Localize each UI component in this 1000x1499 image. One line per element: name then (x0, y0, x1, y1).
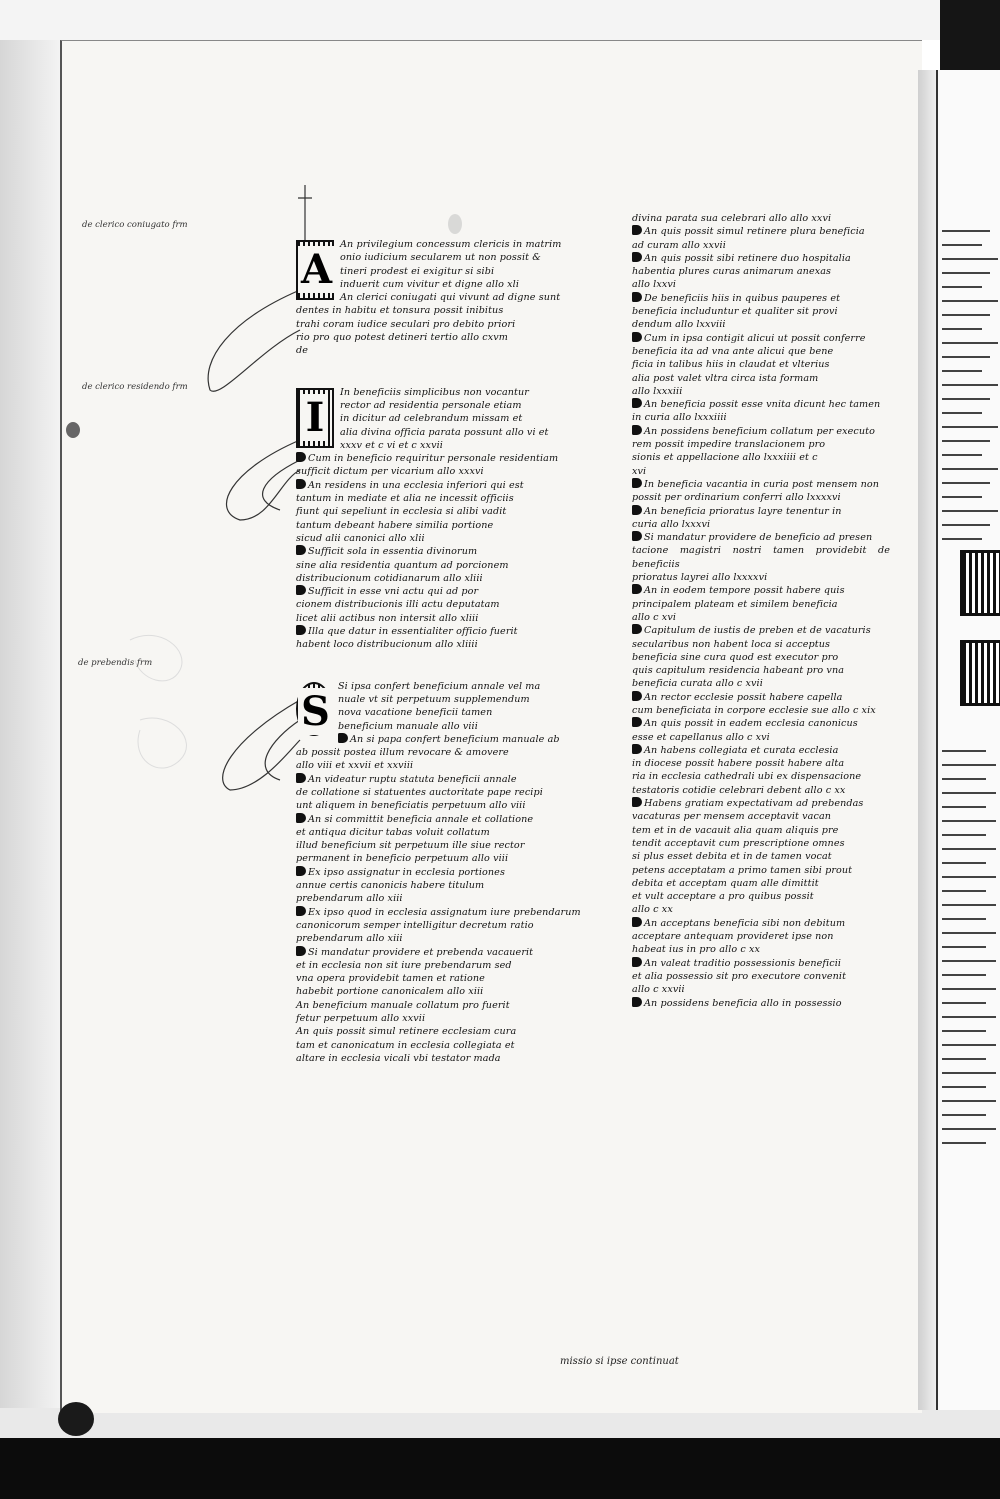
text-line: esse et capellanus allo c xvi (632, 731, 770, 743)
facing-page-text-line (942, 1002, 986, 1004)
facing-page-text-line (942, 876, 996, 878)
text-line: An privilegium concessum clericis in matrim (340, 239, 562, 250)
facing-page-text-line (942, 272, 990, 274)
pilcrow-icon (632, 478, 642, 488)
pilcrow-icon (296, 625, 306, 635)
facing-page-text-line (942, 342, 998, 344)
margin-note-3: de prebendis frm (78, 658, 153, 668)
pilcrow-icon (632, 744, 642, 754)
facing-page-text-line (942, 1128, 996, 1130)
text-line: fetur perpetuum allo xxvii (296, 1013, 426, 1025)
ink-stain (66, 422, 80, 438)
text-line: Capitulum de iustis de preben et de vacaturis (632, 624, 890, 637)
facing-page-text-line (942, 904, 996, 906)
text-line: beneficia curata allo c xvii (632, 678, 763, 690)
decorated-initial-s: S (296, 682, 332, 736)
facing-page-text-line (942, 960, 996, 962)
text-line: Sufficit in esse vni actu qui ad por (296, 585, 586, 598)
text-line: Ex ipso assignatur in ecclesia portiones (296, 866, 586, 879)
text-line: ad curam allo xxvii (632, 239, 726, 251)
text-line: An habens collegiata et curata ecclesia (632, 744, 890, 757)
text-line: onio iudicium secularem ut non possit & (340, 252, 541, 264)
pilcrow-icon (296, 946, 306, 956)
text-line: ria in ecclesia cathedrali ubi ex dispensacione (632, 771, 862, 783)
section-lines (296, 238, 586, 358)
scan-background-bottom (0, 1438, 1000, 1499)
text-line: curia allo lxxxvi (632, 518, 711, 530)
facing-page-text-line (942, 834, 986, 836)
facing-page-text-line (942, 792, 996, 794)
facing-page-text-line (942, 1058, 986, 1060)
text-line: dendum allo lxxviii (632, 319, 726, 331)
text-line: et vult acceptare a pro quibus possit (632, 891, 814, 903)
text-line: de (296, 345, 309, 357)
pilcrow-icon (632, 332, 642, 342)
text-line: An quis possit in eadem ecclesia canonicus (632, 717, 890, 730)
margin-note-1: de clerico coniugato frm (82, 220, 188, 230)
facing-page-text-line (942, 1072, 996, 1074)
pilcrow-icon (632, 797, 642, 807)
facing-page-initial (960, 640, 1000, 706)
text-line: in curia allo lxxxiiii (632, 412, 727, 424)
text-line: An beneficia prioratus layre tenentur in (632, 505, 890, 518)
text-line: An beneficium manuale collatum pro fuerit (296, 999, 510, 1011)
facing-page-text-line (942, 510, 998, 512)
text-line: canonicorum semper intelligitur decretum ratio (296, 919, 534, 931)
text-line: debita et acceptam quam alle dimittit (632, 877, 819, 889)
text-line: prioratus layrei allo lxxxxvi (632, 572, 768, 584)
facing-page-text-line (942, 1016, 996, 1018)
pilcrow-icon (632, 584, 642, 594)
text-column-right (632, 212, 890, 1010)
text-line: annue certis canonicis habere titulum (296, 880, 485, 892)
text-line: tineri prodest ei exigitur si sibi (340, 265, 495, 277)
catchword: missio si ipse continuat (560, 1356, 679, 1367)
text-line: An quis possit simul retinere plura beneficia (632, 225, 890, 238)
facing-page-text-line (942, 932, 996, 934)
text-line: prebendarum allo xiii (296, 933, 403, 945)
facing-page-text-line (942, 454, 982, 456)
text-line: cum beneficiata in corpore ecclesie sue allo c xix (632, 704, 876, 716)
facing-page-text-line (942, 1044, 996, 1046)
text-line: rio pro quo potest detineri tertio allo cxvm (296, 332, 509, 344)
text-line: tem et in de vacauit alia quam aliquis pre (632, 824, 839, 836)
section-annale (296, 680, 586, 1066)
text-line: tantum debeant habere similia portione (296, 519, 494, 531)
text-line: rector ad residentia personale etiam (340, 399, 522, 411)
facing-page-text-line (942, 1142, 986, 1144)
text-line: Illa que datur in essentialiter officio fuerit (296, 625, 586, 638)
facing-page-text-line (942, 946, 986, 948)
scan-background-left (0, 40, 60, 1440)
pilcrow-icon (632, 292, 642, 302)
facing-page-text-line (942, 820, 996, 822)
leaf-gutter-shadow (918, 70, 936, 1410)
text-line: possit per ordinarium conferri allo lxxxxvi (632, 492, 841, 504)
text-line: unt aliquem in beneficiatis perpetuum allo viii (296, 800, 526, 812)
text-line: sicud alii canonici allo xlii (296, 532, 425, 544)
text-line: allo viii et xxvii et xxviii (296, 760, 414, 772)
text-line: An quis possit simul retinere ecclesiam cura (296, 1026, 517, 1038)
pilcrow-icon (296, 545, 306, 555)
facing-page-text-line (942, 328, 982, 330)
text-line: vacaturas per mensem acceptavit vacan (632, 811, 832, 823)
facing-page-text-line (942, 862, 986, 864)
facing-page-text-line (942, 314, 990, 316)
text-line: ab possit postea illum revocare & amovere (296, 747, 509, 759)
pilcrow-icon (296, 585, 306, 595)
text-line: Cum in ipsa contigit alicui ut possit conferre (632, 332, 890, 345)
pilcrow-icon (632, 425, 642, 435)
pilcrow-icon (632, 717, 642, 727)
text-line: rem possit impedire translacionem pro (632, 439, 826, 451)
text-line: in diocese possit habere possit habere alta (632, 758, 845, 770)
text-line: petens acceptatam a primo tamen sibi prout (632, 864, 853, 876)
facing-page-text-line (942, 750, 986, 752)
pilcrow-icon (338, 733, 348, 743)
text-line: An acceptans beneficia sibi non debitum (632, 917, 890, 930)
text-line: An quis possit sibi retinere duo hospitalia (632, 252, 890, 265)
facing-page-text-line (942, 1086, 986, 1088)
facing-page-text-line (942, 538, 982, 540)
text-line: alia divina officia parata possunt allo vi et (340, 426, 549, 438)
text-line: Habens gratiam expectativam ad prebendas (632, 797, 890, 810)
text-line: An rector ecclesie possit habere capella (632, 691, 890, 704)
scan-background-corner (940, 0, 1000, 70)
facing-page-text-line (942, 806, 986, 808)
facing-page-text-line (942, 890, 986, 892)
facing-page-text-line (942, 384, 998, 386)
facing-page-text-line (942, 356, 990, 358)
text-line: An si committit beneficia annale et collatione (296, 813, 586, 826)
text-line: de collatione si statuentes auctoritate pape recipi (296, 786, 543, 798)
pilcrow-icon (296, 773, 306, 783)
text-line: An residens in una ecclesia inferiori qui est (296, 479, 586, 492)
text-line: Cum in beneficio requiritur personale residentiam (296, 452, 586, 465)
pilcrow-icon (632, 225, 642, 235)
text-line: Si mandatur providere et prebenda vacauerit (296, 946, 586, 959)
text-line: In beneficia vacantia in curia post mensem non (632, 478, 890, 491)
decorated-initial-i: I (296, 388, 334, 448)
facing-page-text-line (942, 918, 986, 920)
text-line: allo lxxvi (632, 279, 677, 291)
pilcrow-icon (296, 813, 306, 823)
text-line: nuale vt sit perpetuum supplemendum (338, 693, 530, 705)
text-line: An in eodem tempore possit habere quis (632, 584, 890, 597)
pilcrow-icon (632, 505, 642, 515)
pilcrow-icon (632, 252, 642, 262)
text-line: trahi coram iudice seculari pro debito priori (296, 318, 516, 330)
text-line: allo c xvi (632, 611, 677, 623)
facing-page-text-line (942, 370, 982, 372)
text-line: habent loco distribucionum allo xliiii (296, 639, 478, 651)
pilcrow-icon (632, 917, 642, 927)
text-line: Ex ipso quod in ecclesia assignatum iure prebendarum (296, 906, 586, 919)
facing-page-text-line (942, 230, 990, 232)
text-line: De beneficiis hiis in quibus pauperes et (632, 292, 890, 305)
text-line: An clerici coniugati qui vivunt ad digne sunt (340, 292, 561, 304)
text-line: tantum in mediate et alia ne incessit officiis (296, 493, 514, 505)
text-line: permanent in beneficio perpetuum allo viii (296, 853, 509, 865)
text-line: sionis et appellacione allo lxxxiiii et c (632, 452, 818, 464)
text-line: In beneficiis simplicibus non vocantur (340, 386, 529, 398)
facing-page-text-line (942, 1030, 986, 1032)
text-line: dentes in habitu et tonsura possit inibitus (296, 305, 504, 317)
text-line: habebit portione canonicalem allo xiii (296, 986, 484, 998)
facing-page-initial (960, 550, 1000, 616)
text-column-left (296, 238, 586, 1065)
text-line: acceptare antequam provideret ipse non (632, 931, 834, 943)
text-line: principalem plateam et similem beneficia (632, 598, 838, 610)
scan-background-top (0, 0, 1000, 40)
smudge (448, 214, 462, 234)
facing-page-text-line (942, 398, 990, 400)
text-line: Si ipsa confert beneficium annale vel ma (338, 680, 541, 692)
section-beneficiis (296, 386, 586, 652)
facing-page-text-line (942, 988, 996, 990)
facing-page-text-line (942, 496, 982, 498)
text-line: Sufficit sola in essentia divinorum (296, 545, 586, 558)
text-line: beneficium manuale allo viii (338, 720, 478, 732)
text-line: alia post valet vltra circa ista formam (632, 372, 819, 384)
facing-page-text-line (942, 974, 986, 976)
text-line: fiunt qui sepeliunt in ecclesia si alibi vadit (296, 506, 507, 518)
section-clerici (296, 238, 586, 358)
pilcrow-icon (632, 531, 642, 541)
facing-page-text-line (942, 468, 998, 470)
text-line: altare in ecclesia vicali vbi testator mada (296, 1052, 501, 1064)
text-line: tacione magistri nostri tamen providebit de beneficiis (632, 545, 890, 570)
text-line: et antiqua dicitur tabas voluit collatum (296, 826, 490, 838)
text-line: et alia possessio sit pro executore convenit (632, 970, 847, 982)
facing-page-edge (936, 70, 1000, 1410)
thumb-stain (58, 1402, 94, 1436)
text-line: prebendarum allo xiii (296, 893, 403, 905)
text-line: secularibus non habent loca si acceptus (632, 638, 831, 650)
text-line: vna opera providebit tamen et ratione (296, 973, 485, 985)
pilcrow-icon (632, 957, 642, 967)
pilcrow-icon (296, 479, 306, 489)
pilcrow-icon (296, 866, 306, 876)
text-line: An possidens beneficium collatum per executo (632, 425, 890, 438)
pilcrow-icon (632, 624, 642, 634)
text-line: induerit cum vivitur et digne allo xli (340, 278, 520, 290)
text-line: habeat ius in pro allo c xx (632, 944, 761, 956)
text-line: ficia in talibus hiis in claudat et vlterius (632, 359, 830, 371)
decorated-initial-a: A (296, 240, 334, 300)
facing-page-text-line (942, 300, 998, 302)
facing-page-text-line (942, 244, 982, 246)
pilcrow-icon (632, 691, 642, 701)
facing-page-text-line (942, 426, 998, 428)
facing-page-text-line (942, 778, 986, 780)
text-line: quis capitulum residencia habeant pro vna (632, 665, 845, 677)
margin-note-2: de clerico residendo frm (82, 382, 188, 392)
text-line: testatoris cotidie celebrari debent allo c xx (632, 784, 846, 796)
text-line: An beneficia possit esse vnita dicunt hec tamen (632, 398, 890, 411)
facing-page-text-line (942, 286, 982, 288)
text-line: beneficia ita ad vna ante alicui que bene (632, 345, 834, 357)
facing-page-text-line (942, 258, 998, 260)
text-line: si plus esset debita et in de tamen vocat (632, 851, 832, 863)
text-line: habentia plures curas animarum anexas (632, 266, 832, 278)
text-line: cionem distribucionis illi actu deputatam (296, 599, 500, 611)
pilcrow-icon (632, 997, 642, 1007)
pilcrow-icon (296, 452, 306, 462)
text-line: beneficia sine cura quod est executor pro (632, 651, 839, 663)
text-line: tendit acceptavit cum prescriptione omnes (632, 837, 845, 849)
pilcrow-icon (296, 906, 306, 916)
text-line: xvi (632, 465, 647, 477)
text-line: An possidens beneficia allo in possessio (632, 997, 890, 1010)
text-line: sufficit dictum per vicarium allo xxxvi (296, 466, 484, 478)
facing-page-text-line (942, 764, 996, 766)
text-line: allo c xx (632, 904, 673, 916)
pilcrow-icon (632, 398, 642, 408)
text-line: illud beneficium sit perpetuum ille siue rector (296, 840, 525, 852)
facing-page-text-line (942, 1114, 986, 1116)
facing-page-text-line (942, 482, 990, 484)
facing-page-text-line (942, 412, 982, 414)
text-line: An videatur ruptu statuta beneficii annale (296, 773, 586, 786)
text-line: divina parata sua celebrari allo allo xxvi (632, 213, 832, 224)
faded-pencil-sketch (120, 620, 210, 790)
facing-page-text-line (942, 440, 990, 442)
text-line: tam et canonicatum in ecclesia collegiata et (296, 1039, 515, 1051)
facing-page-text-line (942, 1100, 996, 1102)
text-line: nova vacatione beneficii tamen (338, 707, 493, 719)
text-line: et in ecclesia non sit iure prebendarum sed (296, 959, 512, 971)
facing-page-text-line (942, 524, 990, 526)
text-line: sine alia residentia quantum ad porcionem (296, 559, 509, 571)
text-line: in dicitur ad celebrandum missam et (340, 413, 523, 425)
text-line: Si mandatur providere de beneficio ad presen (632, 531, 890, 544)
text-line: beneficia includuntur et qualiter sit provi (632, 306, 838, 318)
text-line: allo c xxvii (632, 984, 685, 996)
facing-page-text-line (942, 848, 996, 850)
text-line: licet alii actibus non intersit allo xliii (296, 612, 479, 624)
text-line: An valeat traditio possessionis beneficii (632, 957, 890, 970)
text-line: xxxv et c vi et c xxvii (340, 439, 443, 451)
text-line: distribucionum cotidianarum allo xliii (296, 572, 483, 584)
text-line: An si papa confert beneficium manuale ab (296, 733, 586, 746)
text-line: allo lxxxiii (632, 385, 683, 397)
